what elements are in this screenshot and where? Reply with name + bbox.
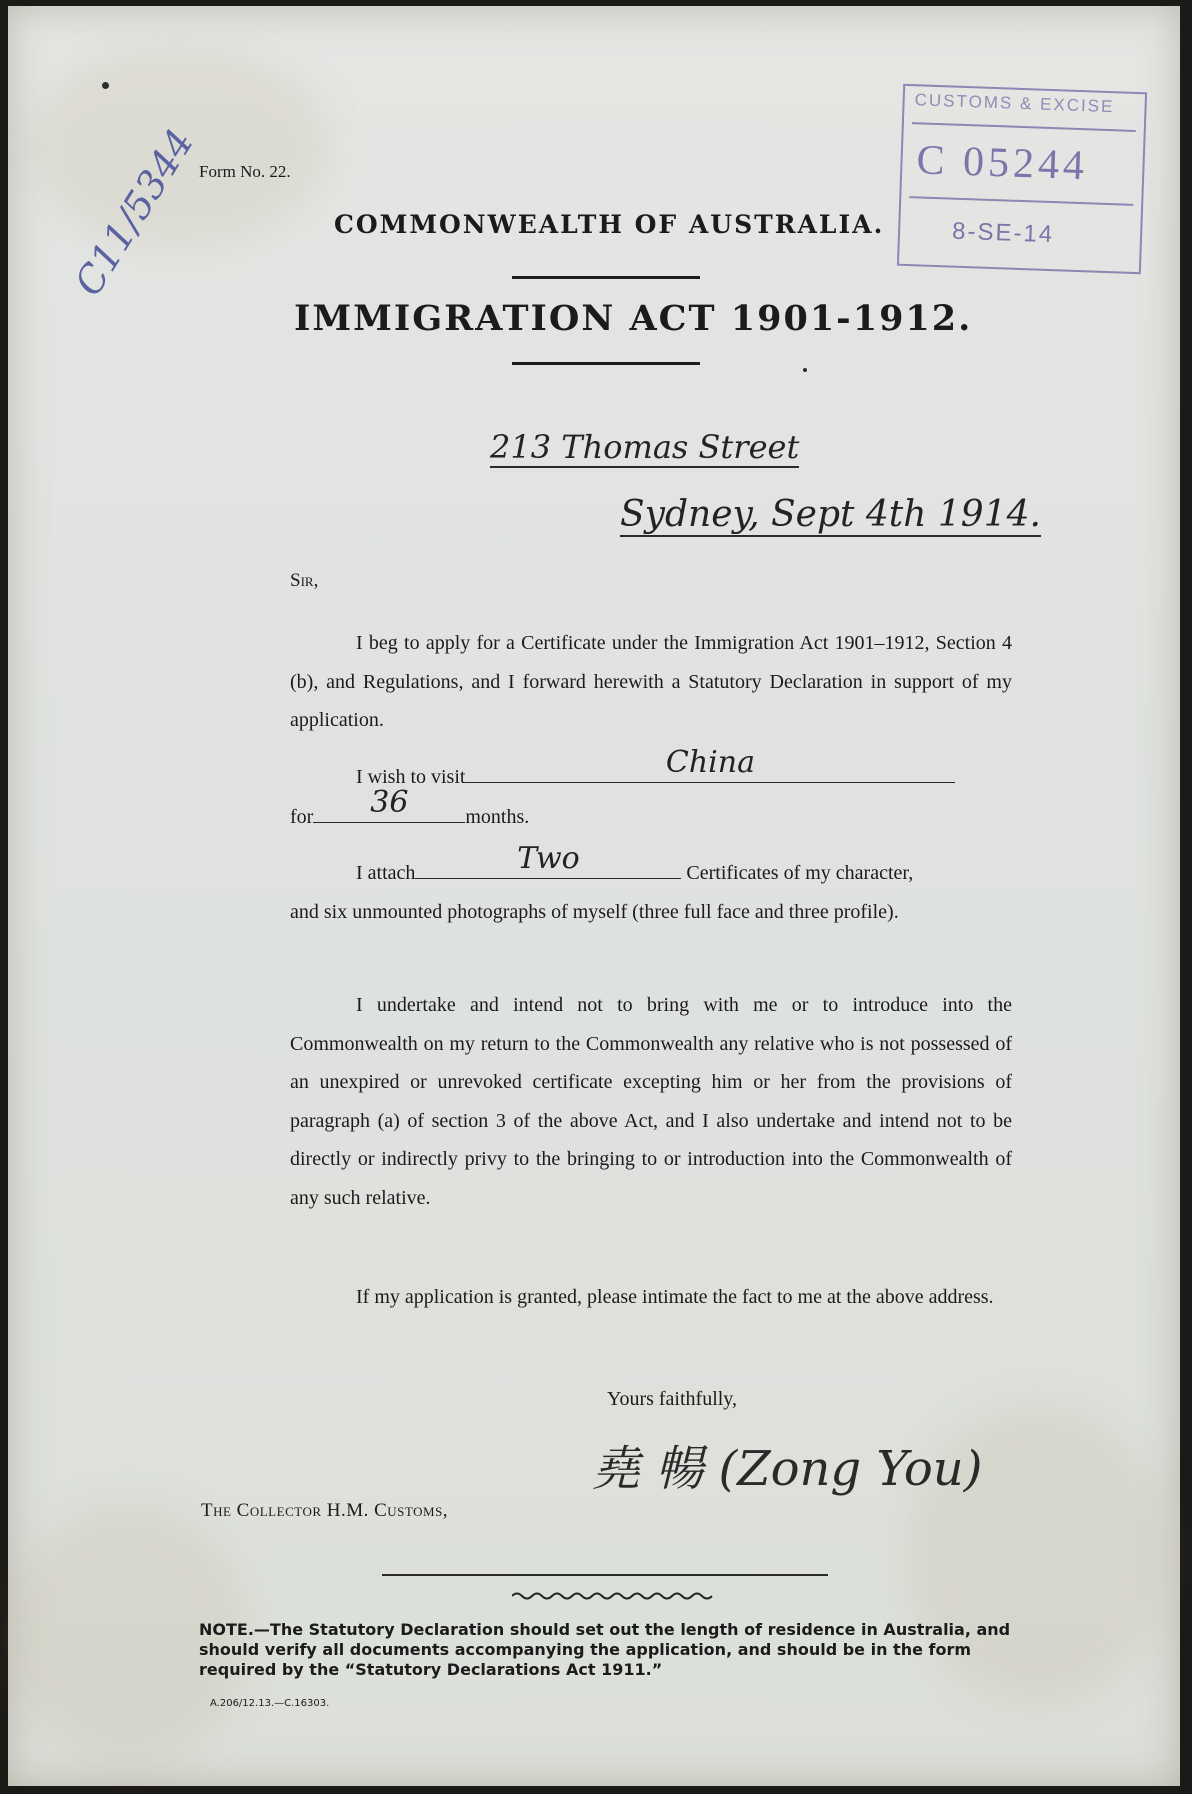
visit-value: China <box>665 745 755 780</box>
form-number: Form No. 22. <box>199 162 291 181</box>
duration-line <box>290 785 530 829</box>
attach-value: Two <box>517 841 580 876</box>
attach-suffix: Certificates of my character, <box>686 862 914 884</box>
ornament-rule <box>512 1590 716 1602</box>
application-text: I beg to apply for a Certificate under the Immigration Act 1901–1912, Section 4 (b), and Regulations, and I forward herewith a Statutory Declaration in support of my application. <box>290 632 1012 731</box>
attach-line <box>356 841 914 885</box>
heading-rule <box>512 362 700 365</box>
visit-field <box>465 745 955 783</box>
heading-immigration-act: IMMIGRATION ACT 1901-1912. <box>294 298 973 339</box>
attach-field <box>415 841 681 879</box>
stamp-number: C 05244 <box>915 137 1089 190</box>
request-text: If my application is granted, please intimate the fact to me at the above address. <box>356 1286 994 1308</box>
file-reference-note: C11/5344 <box>66 121 203 304</box>
signature: 堯 暢 (Zong You) <box>592 1441 983 1497</box>
footnote-text: —The Statutory Declaration should set out the length of residence in Australia, and should verify all documents accompanying the application, and should be in the form required by the “Statutory Declarations Act 1911.” <box>199 1620 1011 1679</box>
heading-rule <box>512 276 700 279</box>
closing: Yours faithfully, <box>607 1388 738 1410</box>
printer-mark: A.206/12.13.—C.16303. <box>210 1698 330 1709</box>
undertaking-paragraph <box>290 986 1012 1217</box>
duration-label: for <box>290 806 314 828</box>
stamp-date: 8-SE-14 <box>951 217 1055 249</box>
footnote <box>199 1620 1015 1680</box>
customs-stamp <box>897 84 1147 274</box>
undertaking-text: I undertake and intend not to bring with me or to introduce into the Commonwealth on my return to the Commonwealth any relative who is not possessed of an unexpired or unrevoked certificate excepting him or her from the provisions of paragraph (a) of section 3 of the above Act, and I also undertake and intend not to be directly or indirectly privy to the bringing to or introduction into the Commonwealth of any such relative. <box>290 994 1012 1209</box>
application-paragraph <box>290 624 1012 740</box>
footnote-head: NOTE. <box>199 1620 254 1639</box>
visit-label: I wish to visit <box>356 766 466 788</box>
attach-label: I attach <box>356 862 416 884</box>
duration-unit: months. <box>465 806 530 828</box>
ink-mark <box>102 82 109 89</box>
address-street: 213 Thomas Street <box>490 428 800 466</box>
duration-value: 36 <box>370 785 409 820</box>
request-paragraph <box>290 1278 1012 1317</box>
stamp-header: CUSTOMS & EXCISE <box>914 90 1115 117</box>
ink-mark <box>803 368 807 372</box>
addressee: The Collector H.M. Customs, <box>201 1500 449 1521</box>
salutation: Sir, <box>290 570 319 591</box>
heading-commonwealth: COMMONWEALTH OF AUSTRALIA. <box>334 210 885 239</box>
signature-rule <box>382 1574 828 1576</box>
attach-continuation: and six unmounted photographs of myself (three full face and three profile). <box>290 901 899 923</box>
address-city-date: Sydney, Sept 4th 1914. <box>620 494 1041 535</box>
duration-field <box>313 785 465 823</box>
